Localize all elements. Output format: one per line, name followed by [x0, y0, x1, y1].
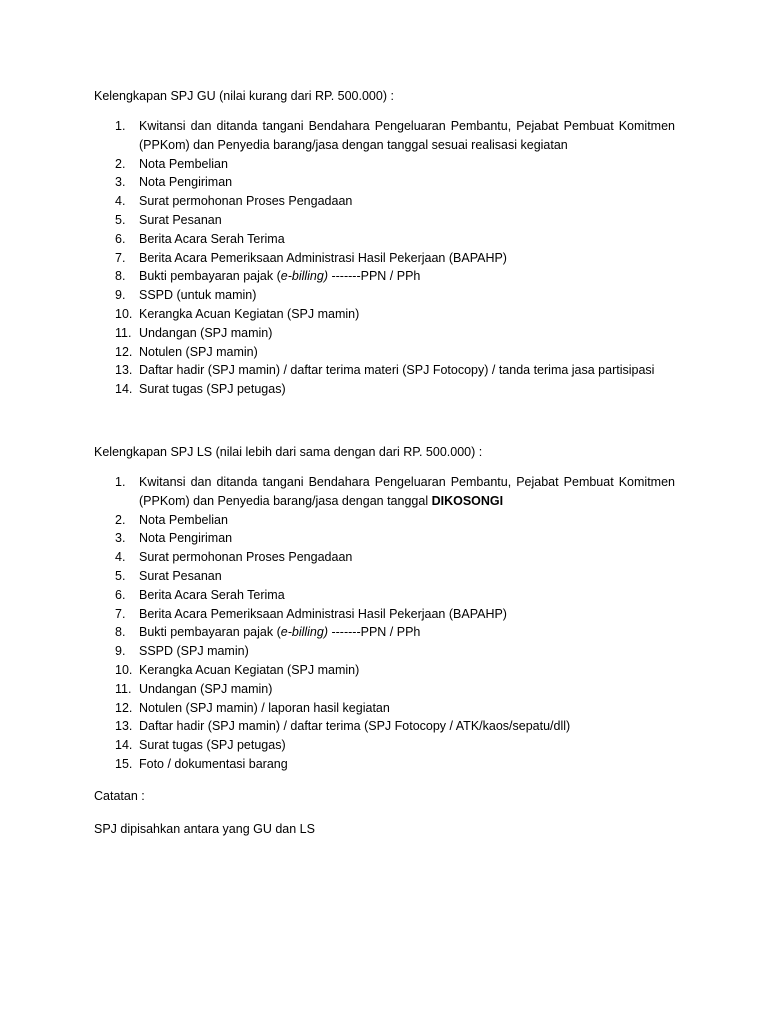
list-item-number: 10.	[115, 306, 133, 321]
notes-label: Catatan :	[94, 789, 145, 803]
text-segment: -------PPN / PPh	[328, 269, 421, 284]
text-segment: Bukti pembayaran pajak (	[139, 625, 281, 640]
ls-requirements-list	[94, 473, 675, 774]
list-item-text	[139, 267, 675, 286]
list-item	[94, 211, 675, 230]
list-item-number: 3.	[115, 175, 126, 190]
list-item-text: Berita Acara Pemeriksaan Administrasi Hasil Pekerjaan (BAPAHP)	[139, 250, 507, 265]
list-item	[94, 548, 675, 567]
list-item	[94, 623, 675, 642]
list-item-number: 5.	[115, 212, 126, 227]
list-item-text: Nota Pembelian	[139, 156, 228, 171]
list-item-text: Berita Acara Pemeriksaan Administrasi Hasil Pekerjaan (BAPAHP)	[139, 606, 507, 621]
list-item-number: 12.	[115, 344, 133, 359]
italic-text: e-billing)	[280, 625, 328, 640]
list-item	[94, 511, 675, 530]
list-item-text	[139, 623, 675, 642]
list-item	[94, 605, 675, 624]
list-item-number: 11.	[115, 325, 132, 340]
list-item	[94, 361, 675, 380]
list-item	[94, 529, 675, 548]
list-item	[94, 586, 675, 605]
list-item-number: 2.	[115, 512, 126, 527]
list-item	[94, 380, 675, 399]
list-item-number: 8.	[115, 625, 126, 640]
list-item-text: Nota Pengiriman	[139, 531, 233, 546]
list-item-number: 6.	[115, 587, 126, 602]
list-item	[94, 117, 675, 155]
italic-text: e-billing)	[280, 269, 328, 284]
list-item-text: Surat Pesanan	[139, 212, 222, 227]
text-segment: Bukti pembayaran pajak (	[139, 269, 281, 284]
list-item-number: 9.	[115, 644, 126, 659]
list-item	[94, 717, 675, 736]
list-item	[94, 267, 675, 286]
list-item-number: 14.	[115, 382, 133, 397]
list-item-number: 6.	[115, 231, 126, 246]
list-item-text: Notulen (SPJ mamin)	[139, 344, 258, 359]
list-item	[94, 699, 675, 718]
list-item-number: 4.	[115, 550, 126, 565]
list-item-number: 8.	[115, 269, 126, 284]
list-item	[94, 567, 675, 586]
list-item-text: Undangan (SPJ mamin)	[139, 681, 273, 696]
list-item	[94, 736, 675, 755]
list-item-number: 1.	[115, 119, 126, 133]
list-item	[94, 155, 675, 174]
list-item-number: 5.	[115, 568, 126, 583]
list-item-text	[139, 473, 675, 511]
list-item-text: Daftar hadir (SPJ mamin) / daftar terima (SPJ Fotocopy / ATK/kaos/sepatu/dll)	[139, 719, 571, 734]
text-segment: -------PPN / PPh	[328, 625, 421, 640]
list-item-text: Foto / dokumentasi barang	[139, 756, 288, 771]
list-item	[94, 173, 675, 192]
list-item	[94, 192, 675, 211]
list-item	[94, 680, 675, 699]
list-item	[94, 249, 675, 268]
list-item-number: 7.	[115, 250, 126, 265]
list-item-text: SSPD (SPJ mamin)	[139, 644, 249, 659]
list-item-number: 1.	[115, 475, 126, 489]
list-item	[94, 324, 675, 343]
list-item-text: Berita Acara Serah Terima	[139, 231, 285, 246]
list-item-number: 2.	[115, 156, 126, 171]
list-item	[94, 305, 675, 324]
list-item-number: 3.	[115, 531, 126, 546]
list-item-text: Kwitansi dan ditanda tangani Bendahara Pengeluaran Pembantu, Pejabat Pembuat Komitmen (PPKom) dan Penyedia barang/jasa dengan tanggal sesuai realisasi kegiatan	[139, 119, 675, 152]
list-item	[94, 343, 675, 362]
list-item-number: 15.	[115, 756, 133, 771]
list-item	[94, 230, 675, 249]
list-item-text: Notulen (SPJ mamin) / laporan hasil kegiatan	[139, 700, 390, 715]
list-item-number: 11.	[115, 681, 132, 696]
list-item-text: Kerangka Acuan Kegiatan (SPJ mamin)	[139, 306, 360, 321]
list-item-number: 9.	[115, 288, 126, 303]
list-item-text: Daftar hadir (SPJ mamin) / daftar terima materi (SPJ Fotocopy) / tanda terima jasa partisipasi	[139, 363, 655, 378]
list-item-text: SSPD (untuk mamin)	[139, 288, 257, 303]
list-item-number: 13.	[115, 719, 133, 734]
list-item-text: Kerangka Acuan Kegiatan (SPJ mamin)	[139, 662, 360, 677]
list-item-text: Nota Pembelian	[139, 512, 228, 527]
list-item	[94, 642, 675, 661]
list-item-text: Surat tugas (SPJ petugas)	[139, 382, 286, 397]
list-item-number: 12.	[115, 700, 133, 715]
list-item	[94, 473, 675, 511]
gu-section-title: Kelengkapan SPJ GU (nilai kurang dari RP. 500.000) :	[94, 89, 394, 103]
bold-text: DIKOSONGI	[431, 493, 504, 508]
ls-section-title: Kelengkapan SPJ LS (nilai lebih dari sama dengan dari RP. 500.000) :	[94, 445, 483, 459]
list-item	[94, 286, 675, 305]
list-item-text: Surat permohonan Proses Pengadaan	[139, 550, 353, 565]
list-item-number: 14.	[115, 738, 133, 753]
list-item-text: Nota Pengiriman	[139, 175, 233, 190]
list-item	[94, 755, 675, 774]
list-item-text: Surat tugas (SPJ petugas)	[139, 738, 286, 753]
list-item-text: Surat permohonan Proses Pengadaan	[139, 194, 353, 209]
list-item	[94, 661, 675, 680]
notes-text: SPJ dipisahkan antara yang GU dan LS	[94, 822, 315, 836]
list-item-text: Surat Pesanan	[139, 568, 222, 583]
gu-requirements-list	[94, 117, 675, 399]
list-item-number: 10.	[115, 662, 133, 677]
list-item-number: 7.	[115, 606, 126, 621]
list-item-text: Undangan (SPJ mamin)	[139, 325, 273, 340]
list-item-number: 4.	[115, 194, 126, 209]
text-segment: Kwitansi dan ditanda tangani Bendahara Pengeluaran Pembantu, Pejabat Pembuat Komitmen (PPKom) dan Penyedia barang/jasa dengan tanggal	[139, 475, 675, 508]
list-item-number: 13.	[115, 363, 133, 378]
list-item-text: Berita Acara Serah Terima	[139, 587, 285, 602]
